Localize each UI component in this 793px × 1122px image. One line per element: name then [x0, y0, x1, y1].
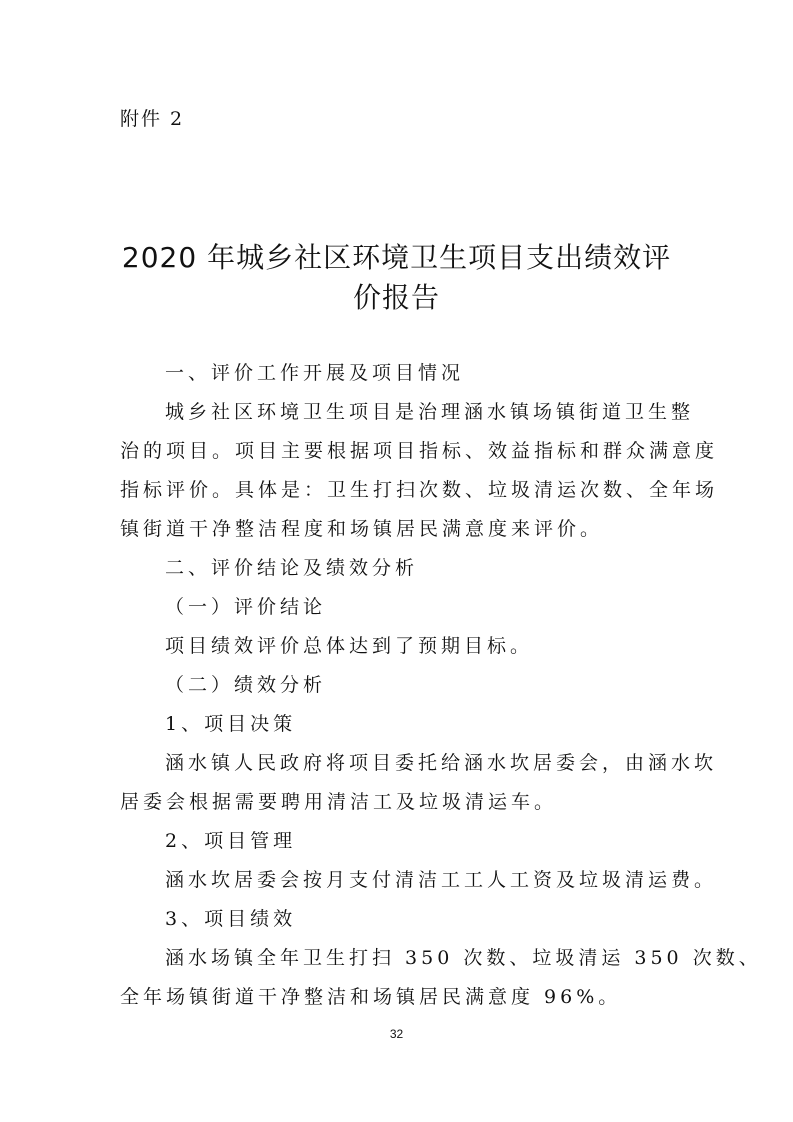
- document-title-line-2: 价报告: [352, 281, 440, 314]
- item-heading: 3、项目绩效: [165, 908, 297, 930]
- paragraph-line: 全年场镇街道干净整洁和场镇居民满意度 96%。: [120, 986, 622, 1008]
- section-heading-1: 一、评价工作开展及项目情况: [165, 362, 465, 384]
- paragraph-line: 涵水镇人民政府将项目委托给涵水坎居委会，由涵水坎: [165, 752, 718, 774]
- paragraph-line: 治的项目。项目主要根据项目指标、效益指标和群众满意度: [120, 440, 719, 462]
- attachment-label: 附件 2: [120, 108, 185, 130]
- item-heading: 2、项目管理: [165, 830, 297, 852]
- paragraph-line: 指标评价。具体是：卫生打扫次数、垃圾清运次数、全年场: [120, 479, 719, 501]
- item-heading: 1、项目决策: [165, 713, 297, 735]
- subsection-heading: （一）评价结论: [165, 596, 327, 618]
- paragraph-line: 项目绩效评价总体达到了预期目标。: [165, 635, 534, 657]
- subsection-heading: （二）绩效分析: [165, 674, 327, 696]
- paragraph-line: 涵水场镇全年卫生打扫 350 次数、垃圾清运 350 次数、: [165, 947, 762, 969]
- paragraph-line: 城乡社区环境卫生项目是治理涵水镇场镇街道卫生整: [165, 401, 695, 423]
- page-number: 32: [389, 1027, 404, 1041]
- section-heading-2: 二、评价结论及绩效分析: [165, 557, 419, 579]
- paragraph-line: 居委会根据需要聘用清洁工及垃圾清运车。: [120, 791, 558, 813]
- paragraph-line: 镇街道干净整洁程度和场镇居民满意度来评价。: [120, 518, 604, 540]
- document-title-line-1: 2020 年城乡社区环境卫生项目支出绩效评: [121, 241, 672, 274]
- paragraph-line: 涵水坎居委会按月支付清洁工工人工资及垃圾清运费。: [165, 869, 718, 891]
